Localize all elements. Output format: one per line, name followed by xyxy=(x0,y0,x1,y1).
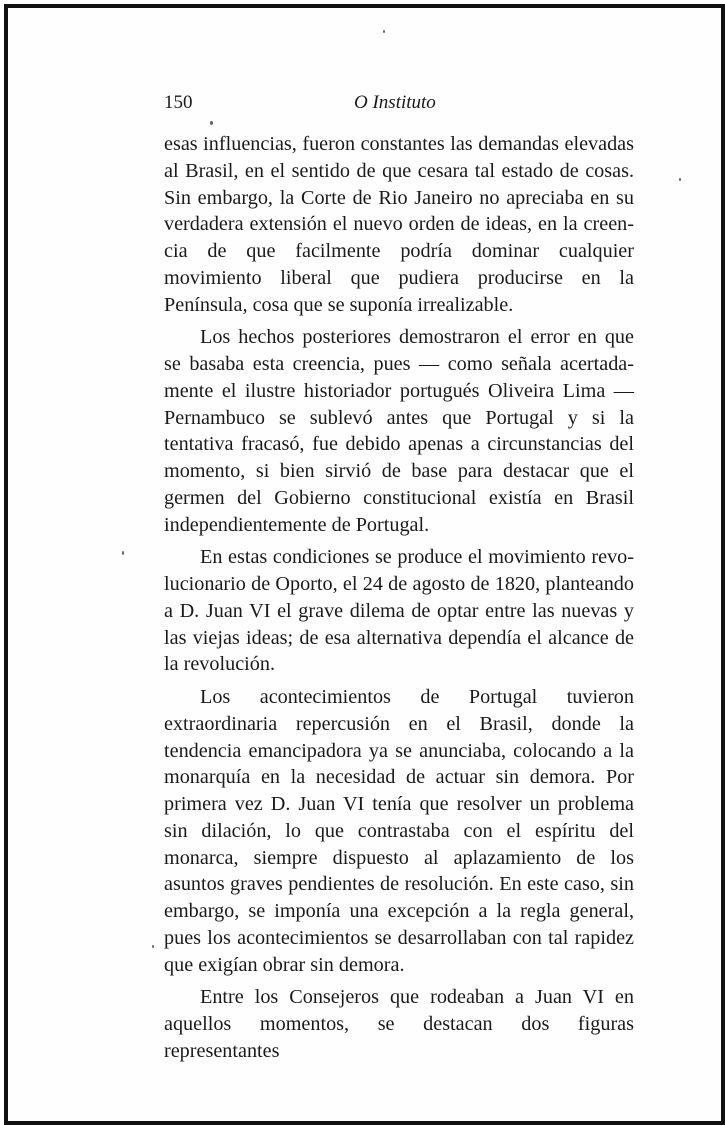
paragraph-2: Los hechos posteriores demostraron el error en que se basaba esta creencia, pues — como señala acertadamente el ilustre historiador portugués Oliveira Lima — Pernambuco se sublevó antes que Portugal y si la tentativa fracasó, fue debido apenas a circunstancias del momento, si bien sirvió de base para destacar que el germen del Gobierno constitucional existía en Brasil independientemente de Portugal. xyxy=(164,326,634,536)
print-speck xyxy=(679,178,681,181)
journal-title: O Instituto xyxy=(354,92,436,113)
paragraph-4: Los acontecimientos de Portugal tuvieron extraordinaria repercusión en el Brasil, donde la tendencia emancipadora ya se anunciaba, colocando a la monarquía en la necesidad de actuar sin demora. Por primera vez D. Juan VI tenía que resolver un problema sin dilación, lo que contrastaba con el espíritu del monarca, siempre dispuesto al aplazamiento de los asuntos graves pendientes de resolución. En este caso, sin embargo, se imponía una excepción a la regla general, pues los acontecimientos se desarrollaban con tal rapidez que exigían obrar sin demora. xyxy=(164,686,634,976)
paragraph-5: Entre los Consejeros que rodeaban a Juan VI en aquellos momentos, se destacan dos figuras representantes xyxy=(164,986,634,1062)
print-speck xyxy=(383,30,385,33)
print-speck xyxy=(210,121,213,125)
paragraph-3: En estas condiciones se produce el movimiento revolucionario de Oporto, el 24 de agosto de 1820, planteando a D. Juan VI el grave dilema de optar entre las nuevas y las viejas ideas; de esa alternativa dependía el alcance de la revolución. xyxy=(164,546,634,676)
body-text xyxy=(164,131,634,1065)
running-head xyxy=(164,88,634,118)
page-number: 150 xyxy=(164,92,193,113)
print-speck xyxy=(152,945,154,948)
paragraph-1: esas influencias, fueron constantes las demandas elevadas al Brasil, en el sentido de que cesara tal estado de cosas. Sin embargo, la Corte de Rio Janeiro no apreciaba en su verdadera extensión el nuevo orden de ideas, en la creencia de que facilmente podría dominar cualquier movimiento liberal que pudiera producirse en la Península, cosa que se suponía irrealizable. xyxy=(164,133,634,316)
print-speck xyxy=(122,551,124,555)
